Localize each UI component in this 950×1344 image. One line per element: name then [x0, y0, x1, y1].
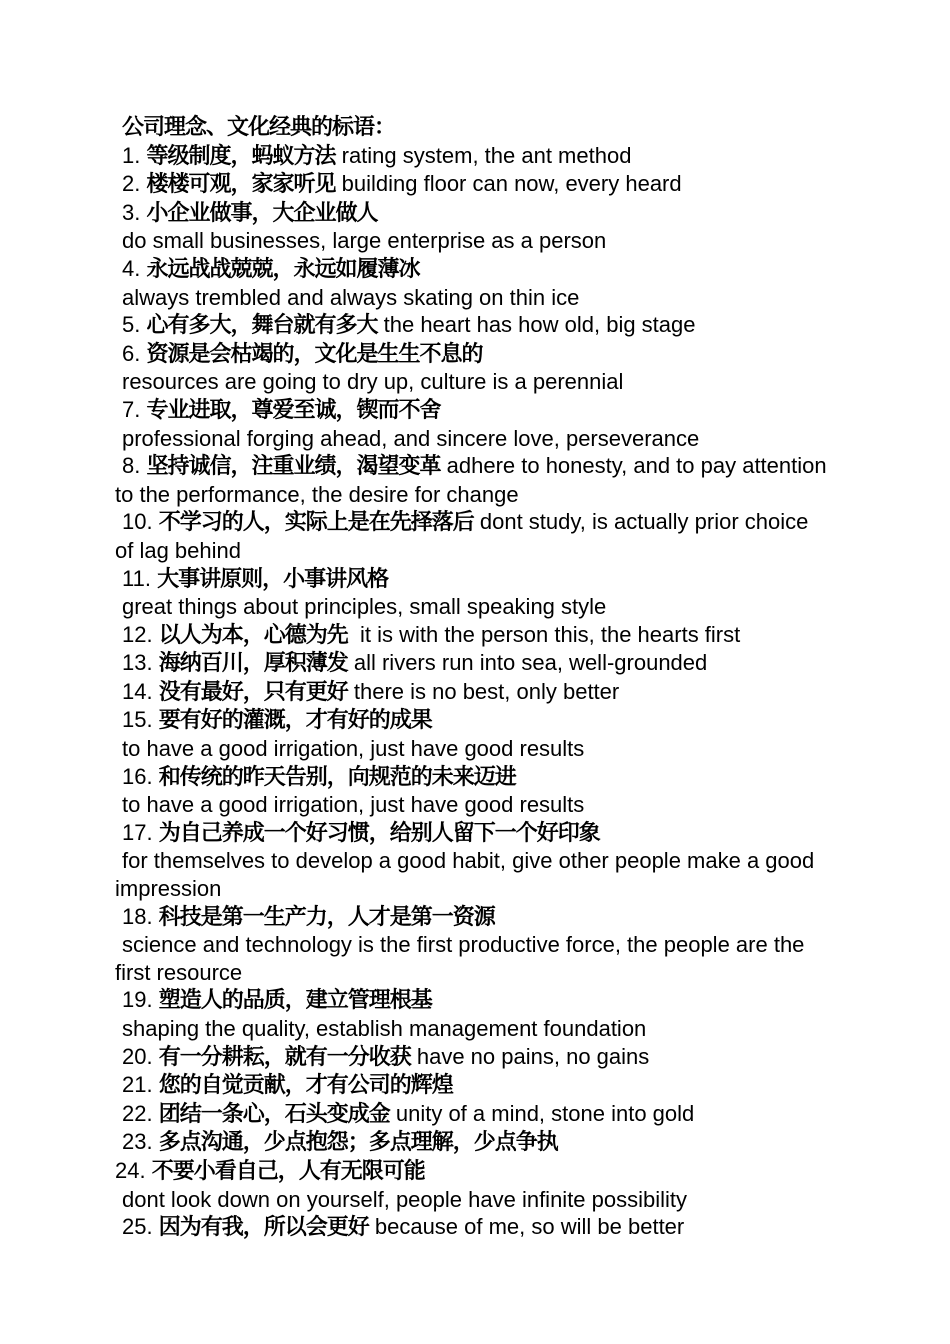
slogan-chinese: 科技是第一生产力，人才是第一资源 — [158, 904, 495, 930]
slogan-english: adhere to honesty, and to pay attention to the performance, the desire for change — [115, 453, 827, 507]
slogan-english: do small businesses, large enterprise as a person — [122, 228, 607, 254]
item-number: 19. — [122, 987, 153, 1013]
item-number: 23. — [122, 1129, 153, 1155]
slogan-english: for themselves to develop a good habit, give other people make a good impression — [115, 848, 815, 902]
slogan-item — [115, 1100, 830, 1129]
slogan-item — [115, 340, 830, 369]
item-number: 5. — [122, 312, 141, 338]
slogan-chinese: 以人为本，心德为先 — [158, 622, 348, 648]
slogan-item — [115, 1213, 830, 1242]
slogan-item — [115, 452, 830, 508]
slogan-chinese: 为自己养成一个好习惯，给别人留下一个好印象 — [158, 820, 600, 846]
slogan-english: rating system, the ant method — [341, 142, 632, 168]
slogan-item — [115, 311, 830, 340]
item-number: 11. — [122, 565, 151, 591]
slogan-chinese: 因为有我，所以会更好 — [158, 1215, 369, 1241]
slogan-chinese: 没有最好，只有更好 — [158, 679, 348, 705]
slogan-item — [115, 170, 830, 199]
slogan-chinese: 和传统的昨天告别，向规范的未来迈进 — [158, 764, 516, 790]
item-number: 8. — [122, 453, 141, 479]
slogan-chinese: 专业进取，尊爱至诚，锲而不舍 — [146, 397, 441, 423]
slogan-item — [115, 1043, 830, 1072]
item-number: 24. — [115, 1157, 146, 1183]
item-number: 18. — [122, 903, 153, 929]
slogan-chinese: 海纳百川，厚积薄发 — [158, 651, 348, 677]
slogan-english: dont study, is actually prior choice of lag behind — [115, 509, 809, 563]
slogan-english: all rivers run into sea, well-grounded — [353, 650, 708, 676]
slogan-item — [115, 1071, 830, 1100]
slogan-item — [115, 565, 830, 594]
slogan-english: the heart has how old, big stage — [383, 312, 696, 338]
slogan-item — [115, 621, 830, 650]
slogan-chinese: 不学习的人，实际上是在先择落后 — [158, 510, 474, 536]
slogan-english: there is no best, only better — [353, 678, 620, 704]
slogan-chinese: 您的自觉贡献，才有公司的辉煌 — [158, 1073, 453, 1099]
slogan-english: building floor can now, every heard — [341, 171, 682, 197]
slogan-chinese: 有一分耕耘，就有一分收获 — [158, 1044, 411, 1070]
slogan-item — [115, 1157, 830, 1186]
slogan-chinese: 坚持诚信，注重业绩，渴望变革 — [146, 454, 441, 480]
slogan-english: unity of a mind, stone into gold — [395, 1100, 695, 1126]
item-number: 25. — [122, 1214, 153, 1240]
slogan-item — [115, 649, 830, 678]
slogan-english: to have a good irrigation, just have good results — [122, 792, 585, 818]
slogan-chinese: 不要小看自己，人有无限可能 — [151, 1158, 425, 1184]
item-number: 6. — [122, 340, 141, 366]
item-number: 15. — [122, 707, 153, 733]
slogan-item — [115, 903, 830, 932]
slogan-chinese: 团结一条心，石头变成金 — [158, 1101, 390, 1127]
slogan-item — [115, 763, 830, 792]
slogan-chinese: 楼楼可观，家家听见 — [146, 172, 336, 198]
item-number: 14. — [122, 678, 153, 704]
item-number: 1. — [122, 142, 141, 168]
slogan-english: shaping the quality, establish management foundation — [122, 1016, 647, 1041]
slogan-chinese: 永远战战兢兢，永远如履薄冰 — [146, 256, 420, 282]
document-title: 公司理念、文化经典的标语： — [122, 115, 396, 140]
slogan-chinese: 多点沟通，少点抱怨；多点理解，少点争执 — [158, 1130, 558, 1156]
slogan-item — [115, 199, 830, 228]
item-number: 13. — [122, 650, 153, 676]
item-number: 3. — [122, 199, 141, 225]
slogan-item — [115, 986, 830, 1015]
slogan-english: have no pains, no gains — [416, 1043, 650, 1069]
item-number: 21. — [122, 1072, 153, 1098]
slogan-chinese: 资源是会枯竭的，文化是生生不息的 — [146, 341, 483, 367]
slogan-chinese: 等级制度，蚂蚁方法 — [146, 143, 336, 169]
slogan-item — [115, 396, 830, 425]
item-number: 10. — [122, 509, 153, 535]
slogan-chinese: 要有好的灌溉，才有好的成果 — [158, 708, 432, 734]
slogan-english: it is with the person this, the hearts first — [359, 621, 741, 647]
item-number: 2. — [122, 171, 141, 197]
slogan-chinese: 小企业做事，大企业做人 — [146, 200, 378, 226]
slogan-chinese: 塑造人的品质，建立管理根基 — [158, 988, 432, 1014]
slogan-chinese: 心有多大，舞台就有多大 — [146, 313, 378, 339]
slogan-item — [115, 706, 830, 735]
slogan-item — [115, 1128, 830, 1157]
slogan-english: science and technology is the first productive force, the people are the first resource — [115, 932, 805, 985]
item-number: 17. — [122, 819, 153, 845]
slogan-english: professional forging ahead, and sincere love, perseverance — [122, 425, 700, 451]
slogan-item — [115, 142, 830, 171]
slogan-item — [115, 819, 830, 848]
slogan-english: resources are going to dry up, culture is a perennial — [122, 369, 624, 395]
item-number: 16. — [122, 763, 153, 789]
item-number: 12. — [122, 621, 153, 647]
slogan-english: always trembled and always skating on thin ice — [122, 284, 580, 310]
slogan-item — [115, 678, 830, 707]
slogan-chinese: 大事讲原则，小事讲风格 — [157, 566, 389, 592]
slogan-list — [115, 114, 830, 1242]
item-number: 4. — [122, 255, 141, 281]
slogan-item — [115, 255, 830, 284]
item-number: 22. — [122, 1100, 153, 1126]
item-number: 20. — [122, 1043, 153, 1069]
slogan-english: dont look down on yourself, people have infinite possibility — [122, 1186, 688, 1212]
slogan-english: because of me, so will be better — [374, 1214, 685, 1240]
slogan-english: great things about principles, small speaking style — [122, 594, 607, 620]
item-number: 7. — [122, 396, 141, 422]
slogan-item — [115, 508, 830, 564]
slogan-english: to have a good irrigation, just have good results — [122, 736, 585, 762]
